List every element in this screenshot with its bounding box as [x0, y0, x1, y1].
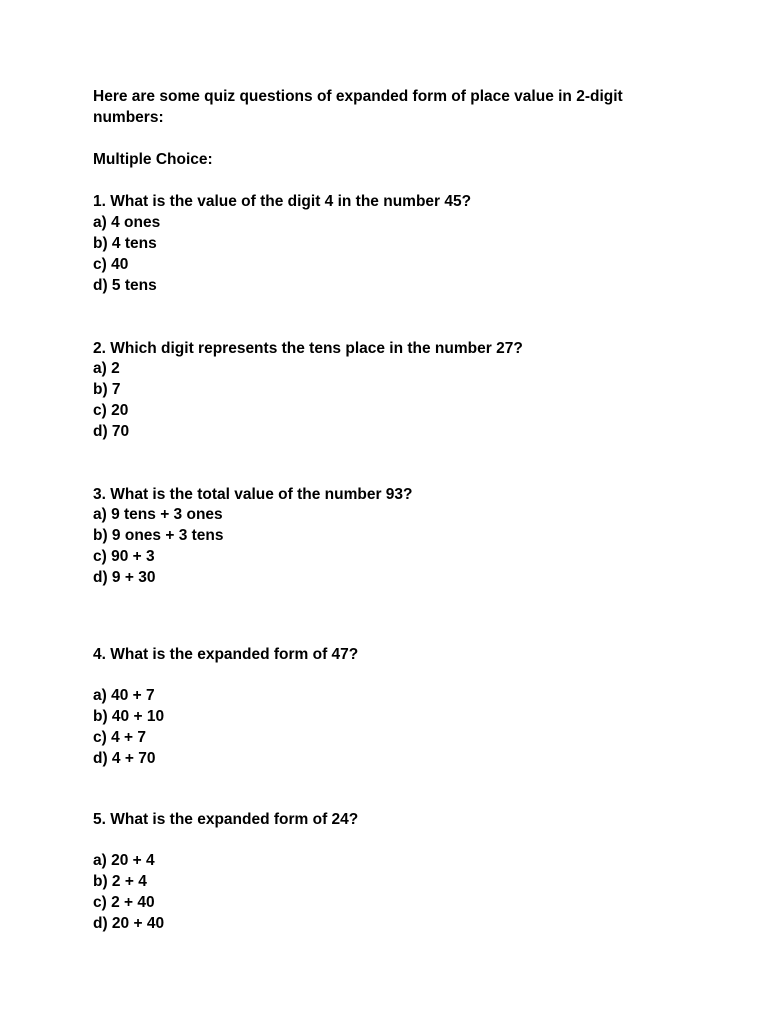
question-5: 5. What is the expanded form of 24?: [93, 811, 359, 828]
question-4: 4. What is the expanded form of 47?: [93, 646, 359, 663]
question-2-option-c: c) 20: [93, 402, 129, 419]
question-2-option-a: a) 2: [93, 360, 120, 377]
question-3-option-b: b) 9 ones + 3 tens: [93, 527, 224, 544]
question-2: 2. Which digit represents the tens place in the number 27?: [93, 340, 523, 357]
question-1-option-d: d) 5 tens: [93, 277, 157, 294]
question-4-option-d: d) 4 + 70: [93, 750, 156, 767]
section-heading: Multiple Choice:: [93, 151, 213, 168]
question-3-option-c: c) 90 + 3: [93, 548, 155, 565]
question-4-option-b: b) 40 + 10: [93, 708, 165, 725]
intro-line-1: Here are some quiz questions of expanded form of place value in 2-digit: [93, 88, 623, 105]
question-5-option-a: a) 20 + 4: [93, 852, 155, 869]
question-1-option-a: a) 4 ones: [93, 214, 161, 231]
question-1-option-c: c) 40: [93, 256, 129, 273]
question-5-option-d: d) 20 + 40: [93, 915, 165, 932]
question-4-option-a: a) 40 + 7: [93, 687, 155, 704]
question-3: 3. What is the total value of the number 93?: [93, 486, 413, 503]
question-3-option-a: a) 9 tens + 3 ones: [93, 506, 223, 523]
question-2-option-b: b) 7: [93, 381, 121, 398]
question-1-option-b: b) 4 tens: [93, 235, 157, 252]
intro-line-2: numbers:: [93, 109, 164, 126]
question-1: 1. What is the value of the digit 4 in the number 45?: [93, 193, 472, 210]
question-3-option-d: d) 9 + 30: [93, 569, 156, 586]
question-2-option-d: d) 70: [93, 423, 130, 440]
question-5-option-c: c) 2 + 40: [93, 894, 155, 911]
question-4-option-c: c) 4 + 7: [93, 729, 146, 746]
question-5-option-b: b) 2 + 4: [93, 873, 147, 890]
